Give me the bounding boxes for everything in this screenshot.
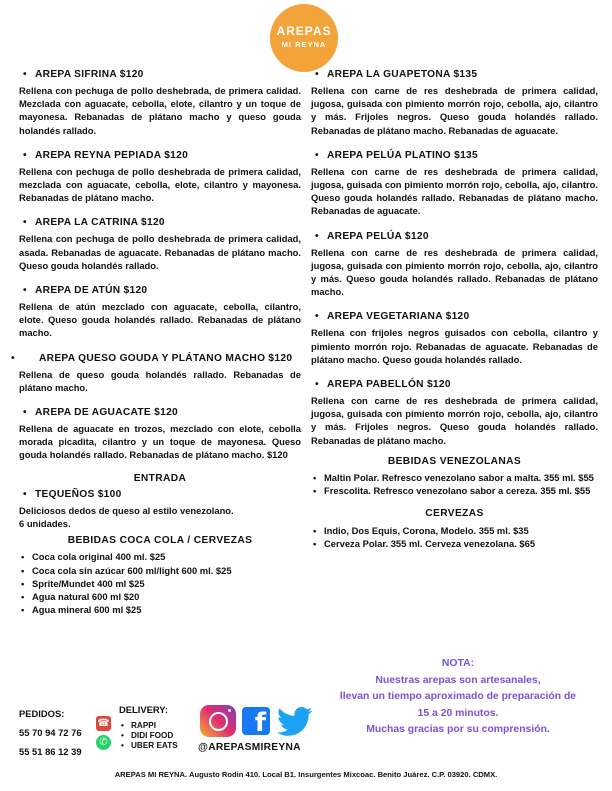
instagram-icon[interactable] bbox=[200, 705, 236, 737]
menu-item-la-guapetona: • AREPA LA GUAPETONA $135 Rellena con carne de res deshebrada de primera calidad, jugosa, guisada con pimiento morrón rojo, cebolla, ajo, cilantro y más. Frijoles negros. Queso gouda holandés rallado. Rebanadas de plátano macho. Rebanadas de aguacate. bbox=[311, 69, 598, 136]
menu-item-description: Rellena con pechuga de pollo deshebrada de primera calidad, mezclada con aguacate, cebolla, elote, cilantro y mayonesa. Rebanadas de plátano macho. bbox=[19, 165, 301, 204]
phone-number[interactable]: 55 70 94 72 76 bbox=[19, 727, 82, 738]
menu-item-pelua-platino: • AREPA PELÚA PLATINO $135 Rellena con carne de res deshebrada de primera calidad, jugosa, guisada con pimiento morrón rojo, cebolla, ajo, cilantro. Queso gouda holandés rallado. Rebanadas de plátano macho. Rebanadas de aguacate. bbox=[311, 149, 598, 217]
twitter-icon[interactable] bbox=[277, 707, 313, 737]
menu-item-title: AREPA PABELLÓN $120 bbox=[327, 379, 451, 391]
note-title: NOTA: bbox=[441, 658, 475, 669]
menu-item-title: AREPA LA CATRINA $120 bbox=[35, 217, 165, 229]
brand-logo bbox=[270, 4, 338, 72]
menu-item-atun: • AREPA DE ATÚN $120 Rellena de atún mezclado con aguacate, cebolla, cilantro, elote. Queso gouda holandés rallado. Rebanadas de plátano macho. bbox=[19, 285, 301, 339]
delivery-block bbox=[119, 704, 178, 750]
pedidos-heading: PEDIDOS: bbox=[19, 708, 65, 719]
phone-number[interactable]: 55 51 86 12 39 bbox=[19, 746, 82, 757]
menu-item-title: TEQUEÑOS $100 bbox=[35, 488, 122, 500]
list-item: • Maltin Polar. Refresco venezolano sabor a malta. 355 ml. $55 bbox=[311, 471, 598, 484]
list-item: • UBER EATS bbox=[119, 741, 178, 751]
menu-item-description: Rellena con carne de res deshebrada de primera calidad, jugosa, guisada con pimiento morrón rojo, cebolla, ajo, cilantro y más. Queso gouda holandés rallado. Rebanadas de plátano macho. bbox=[311, 246, 598, 298]
menu-item-title: AREPA REYNA PEPIADA $120 bbox=[35, 149, 189, 161]
right-column bbox=[311, 68, 598, 550]
list-item: • Cerveza Polar. 355 ml. Cerveza venezolana. $65 bbox=[311, 537, 598, 550]
menu-item-description: Rellena con carne de res deshebrada de primera calidad, jugosa, guisada con pimiento morrón rojo, cebolla, ajo, cilantro. Queso gouda holandés rallado. Rebanadas de plátano macho. Rebanadas de aguacate. bbox=[311, 165, 598, 217]
tequenos-desc-line1: Deliciosos dedos de queso al estilo venezolano. bbox=[19, 504, 234, 516]
menu-item-title: AREPA DE ATÚN $120 bbox=[35, 285, 148, 297]
menu-item-pelua: • AREPA PELÚA $120 Rellena con carne de res deshebrada de primera calidad, jugosa, guisada con pimiento morrón rojo, cebolla, ajo, cilantro y más. Queso gouda holandés rallado. Rebanadas de plátano macho. bbox=[311, 230, 598, 298]
menu-item-title: AREPA DE AGUACATE $120 bbox=[35, 407, 179, 419]
list-item: • RAPPI bbox=[119, 721, 178, 731]
list-item: • Indio, Dos Equis, Corona, Modelo. 355 ml. $35 bbox=[311, 524, 598, 537]
cervezas-list bbox=[311, 524, 598, 550]
menu-item-description: Rellena con carne de res deshebrada de primera calidad, jugosa, guisada con pimiento morrón rojo, cebolla, ajo, cilantro y más. Frijoles negros. Queso gouda holandés rallado. Rebanadas de plátano macho. Rebanadas de aguacate. bbox=[311, 85, 598, 136]
telephone-icon: ☎ bbox=[97, 718, 110, 729]
menu-item-title: AREPA PELÚA PLATINO $135 bbox=[327, 149, 478, 161]
delivery-list bbox=[119, 721, 178, 750]
menu-item-la-catrina: • AREPA LA CATRINA $120 Rellena con pechuga de pollo deshebrada de primera calidad, asada. Rebanadas de aguacate. Rebanadas de plátano macho. Queso gouda holandés rallado. bbox=[19, 217, 301, 271]
delivery-heading: DELIVERY: bbox=[119, 704, 168, 715]
menu-item-aguacate: • AREPA DE AGUACATE $120 Rellena de aguacate en trozos, mezclado con elote, cebolla morada picadita, cilantro y un toque de mayonesa. Queso gouda holandés rallado. Rebanadas de plátano macho. $120 bbox=[19, 407, 301, 461]
logo-line1: AREPAS bbox=[276, 24, 332, 38]
menu-item-title: AREPA QUESO GOUDA Y PLÁTANO MACHO $120 bbox=[39, 352, 293, 364]
note-box bbox=[318, 656, 598, 739]
list-item: • Frescolita. Refresco venezolano sabor a cereza. 355 ml. $55 bbox=[311, 484, 598, 497]
list-item: • DIDI FOOD bbox=[119, 731, 178, 741]
menu-item-tequenos: • TEQUEÑOS $100 Deliciosos dedos de queso al estilo venezolano. 6 unidades. bbox=[19, 488, 301, 530]
menu-item-description: Rellena con pechuga de pollo deshebrada, de primera calidad. Mezclada con aguacate, cebolla, elote, cilantro y un toque de mayonesa. Rebanadas de plátano macho y queso gouda holandés rallado. bbox=[19, 85, 301, 136]
left-column bbox=[11, 68, 301, 616]
bebidas-coca-list bbox=[19, 550, 301, 616]
menu-item-description: Rellena con pechuga de pollo deshebrada de primera calidad, asada. Rebanadas de aguacate. Rebanadas de plátano macho. Queso gouda holandés rallado. bbox=[19, 233, 301, 271]
menu-item-title: AREPA LA GUAPETONA $135 bbox=[327, 69, 478, 80]
footer-address: AREPAS MI REYNA. Augusto Rodin 410. Local B1. Insurgentes Mixcoac. Benito Juárez. C.P. 03920. CDMX. bbox=[114, 770, 498, 779]
bebidas-venezolanas-list bbox=[311, 471, 598, 497]
menu-item-sifrina: • AREPA SIFRINA $120 Rellena con pechuga de pollo deshebrada, de primera calidad. Mezclada con aguacate, cebolla, elote, cilantro y un toque de mayonesa. Rebanadas de plátano macho y queso gouda holandés rallado. bbox=[19, 69, 301, 136]
menu-item-vegetariana: • AREPA VEGETARIANA $120 Rellena con frijoles negros guisados con cebolla, cilantro y pimiento morrón rojo. Rebanadas de aguacate. Rebanadas de plátano macho. Queso gouda holandés rallado. bbox=[311, 311, 598, 365]
whatsapp-icon: ✆ bbox=[96, 735, 111, 750]
pedidos-block bbox=[19, 704, 82, 761]
list-item: • Sprite/Mundet 400 ml $25 bbox=[19, 577, 301, 590]
menu-item-queso-gouda-platano: • AREPA QUESO GOUDA Y PLÁTANO MACHO $120 Rellena de queso gouda holandés rallado. Rebanadas de plátano macho. bbox=[11, 352, 301, 393]
menu-item-description: Rellena de queso gouda holandés rallado. Rebanadas de plátano macho. bbox=[19, 368, 301, 393]
menu-item-title: AREPA PELÚA $120 bbox=[327, 230, 429, 242]
menu-item-pabellon: • AREPA PABELLÓN $120 Rellena con carne de res deshebrada de primera calidad, jugosa, guisada con pimiento morrón rojo, cebolla, ajo, cilantro y más. Frijoles negros. Queso gouda holandés rallado. Rebanadas de plátano macho. bbox=[311, 379, 598, 446]
list-item: • Agua mineral 600 ml $25 bbox=[19, 603, 301, 616]
note-line: 15 a 20 minutos. bbox=[417, 707, 499, 719]
note-line: Nuestras arepas son artesanales, bbox=[375, 674, 541, 686]
note-line: llevan un tiempo aproximado de preparación de bbox=[339, 691, 577, 702]
entrada-heading: ENTRADA bbox=[133, 472, 187, 484]
cervezas-heading: CERVEZAS bbox=[425, 508, 484, 520]
menu-item-reyna-pepiada: • AREPA REYNA PEPIADA $120 Rellena con pechuga de pollo deshebrada de primera calidad, mezclada con aguacate, cebolla, elote, cilantro y mayonesa. Rebanadas de plátano macho. bbox=[19, 149, 301, 204]
menu-item-description: Rellena con frijoles negros guisados con cebolla, cilantro y pimiento morrón rojo. Rebanadas de aguacate. Rebanadas de plátano macho. Queso gouda holandés rallado. bbox=[311, 327, 598, 365]
list-item: • Agua natural 600 ml $20 bbox=[19, 590, 301, 603]
menu-item-title: AREPA SIFRINA $120 bbox=[35, 69, 144, 80]
list-item: • Coca cola sin azúcar 600 ml/light 600 ml. $25 bbox=[19, 564, 301, 577]
bebidas-coca-heading: BEBIDAS COCA COLA / CERVEZAS bbox=[67, 535, 253, 547]
list-item: • Coca cola original 400 ml. $25 bbox=[19, 550, 301, 563]
menu-item-description: Rellena de aguacate en trozos, mezclado con elote, cebolla morada picadita, cilantro y un toque de mayonesa. Queso gouda holandés rallado. Rebanadas de plátano macho. $120 bbox=[19, 423, 301, 461]
facebook-icon[interactable]: f bbox=[242, 707, 270, 735]
note-line: Muchas gracias por su comprensión. bbox=[366, 724, 550, 735]
contact-icons bbox=[96, 716, 111, 754]
social-handle[interactable]: @AREPASMIREYNA bbox=[198, 742, 301, 753]
menu-item-description: Rellena de atún mezclado con aguacate, cebolla, cilantro, elote. Queso gouda holandés rallado. Rebanadas de plátano macho. bbox=[19, 301, 301, 339]
menu-item-description: Rellena con carne de res deshebrada de primera calidad, jugosa, guisada con pimiento morrón rojo, cebolla, ajo, cilantro y más. Frijoles negros. Queso gouda holandés rallado. Rebanadas de plátano macho. bbox=[311, 395, 598, 446]
menu-item-description bbox=[19, 504, 301, 530]
logo-line2: MI REYNA bbox=[281, 40, 327, 49]
bebidas-venezolanas-heading: BEBIDAS VENEZOLANAS bbox=[387, 455, 522, 467]
tequenos-desc-line2: 6 unidades. bbox=[19, 518, 71, 530]
menu-item-title: AREPA VEGETARIANA $120 bbox=[327, 311, 470, 323]
